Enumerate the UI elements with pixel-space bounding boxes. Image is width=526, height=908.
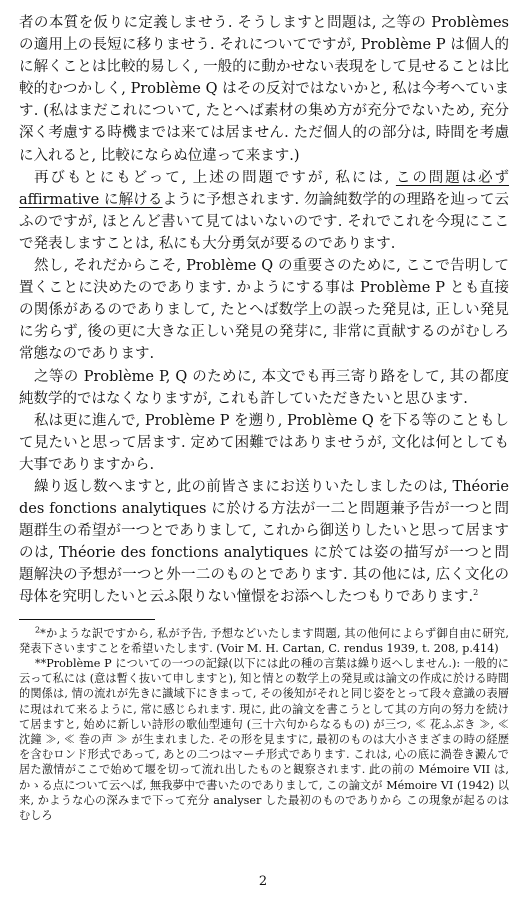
paragraph-tail: ように予想されます. 勿論純数学的の理路を辿って云ふのですが, ほとんど書いて見てはいないのです. それでこれを今現にここで発表しますことは, 私にも大分勇気が要るのであります. [19, 191, 509, 252]
paragraph [19, 167, 509, 255]
underlined-phrase: この問題は必ず affirmative に解ける [19, 169, 510, 208]
paragraph: 者の本質を仮りに定義しませう. そうしますと問題は, 之等の Problèmes の適用上の長短に移りませう. それについてですが, Problème P は個人的に解くことは比較的易しく, 一般的に動かせない表現をして見せることは比較的むつかしく, Problème Q はその反対ではないかと, 私は今考へています. (私はまだこれについて, たとへば素材の集め方が充分でないため, 充分深く考慮する時機までは来ては居ません. ただ個人的の部分は, 時間を考慮に入れると, 比較にならぬ位違って来ます.) [19, 15, 509, 164]
paragraph-text: 繰り返し数へますと, 此の前皆さまにお送りいたしましたのは, Théorie des fonctions analytiques に於ける方法が一二と問題兼予告が一つと問題群生の希望が一つとでありまして, これから御送りしたいと思って居ますのは, Théorie des fonctions analytiques に於ては姿の描写が一つと問題解決の予想が一つと外一二のものとであります. 其の他には, 広く文化の母体を究明したいと云ふ限りない憧憬をお添へしたつもりであります. [19, 478, 509, 606]
paragraph: 然し, それだからこそ, Problème Q の重要さのために, ここで告明して置くことに決めたのであります. かようにする事は Problème P とも直接の関係があるのでありまして, たとへば数学上の誤った発見は, 正しい発見に劣らず, 後の更に大きな正しい発見の発芽に, 非常に貢献するのがむしろ常態なのであります. [19, 258, 509, 363]
footnote-text: *かような訳ですから, 私が予告, 予想などいたします問題, 其の他何によらず御自由に研究, 発表下さいますことを希望いたします. (Voir M. H. Cartan, C. rendus 1939, t. 208, p.414) [19, 626, 509, 655]
document-page [19, 12, 509, 823]
footnote-marker: 2 [473, 588, 479, 598]
footnote-rule [19, 619, 155, 620]
footnote: **Problème P についての一つの記録(以下には此の種の言葉は繰り返へしません.): 一般的に云って私には (意は暫く抜いて申しますと), 知と情との数学上の発見或は論文の作成に於ける時間的関係は, 情の流れが先きに識域下にきまって, その後知がそれと同じ姿をとって段々意識の表層に現はれて来るように, 常に感じられます. 現に, 此の論文を書こうとして其の方向の努力を続けて居ますと, 始めに新しい詩形の歌仙型連句 (三十六句からなるもの) が三つ, ≪ 花ふぶき ≫, ≪ 沈鐘 ≫, ≪ 巻の声 ≫ が生まれました. その形を見ますに, 最初のものは大小さまざまの時の経歴を含むロンド形式であって, あとの二つはマーチ形式であります. これは, 心の底に渦巻き澱んで居た激情がここで始めて堰を切って流れ出したものと観察されます. 此の前の Mémoire VII は, かゝる点について云へば, 無我夢中で書いたのでありまして, この論文が Mémoire VI (1942) 以来, かような心の深みまで下って充分 analyser した最初のものでありから この現象が起るのはむしろ [19, 656, 509, 822]
page-number: 2 [258, 874, 268, 889]
paragraph: 之等の Problème P, Q のために, 本文でも再三寄り路をして, 其の都度純数学的ではなくなりますが, これも許していただきたいと思ひます. [19, 368, 509, 407]
footnote [19, 626, 509, 656]
paragraph [19, 476, 509, 609]
footnotes [19, 626, 509, 824]
paragraph: 私は更に進んで, Problème P を遡り, Problème Q を下る等のこともして見たいと思って居ます. 定めて困難ではありませうが, 文化は何としても大事でありますから. [19, 412, 509, 473]
body-text [19, 12, 509, 609]
footnote-number: 2 [35, 624, 41, 634]
paragraph-lead: 再びもとにもどって, 上述の問題ですが, 私には, [34, 169, 396, 186]
